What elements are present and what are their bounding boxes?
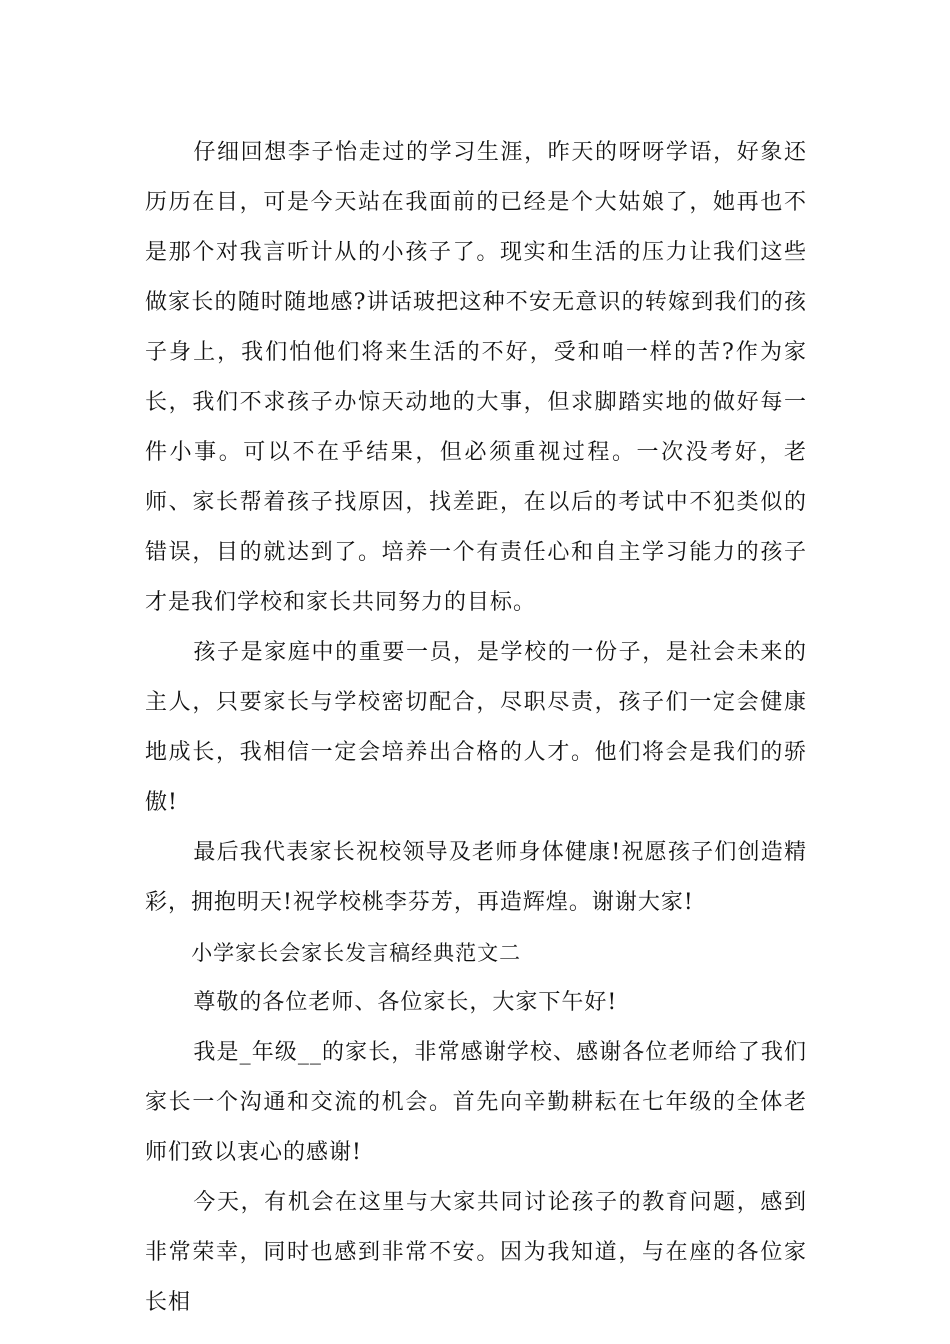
- paragraph-discussion: 今天，有机会在这里与大家共同讨论孩子的教育问题，感到非常荣幸，同时也感到非常不安。因为我知道，与在座的各位家长相: [145, 1190, 807, 1315]
- section-heading: 小学家长会家长发言稿经典范文二: [191, 941, 522, 965]
- paragraph-child-role: 孩子是家庭中的重要一员，是学校的一份子，是社会未来的主人，只要家长与学校密切配合，尽职尽责，孩子们一定会健康地成长，我相信一定会培养出合格的人才。他们将会是我们的骄傲!: [145, 640, 807, 815]
- document-body: [145, 128, 807, 1328]
- paragraph-closing-wishes: 最后我代表家长祝校领导及老师身体健康!祝愿孩子们创造精彩，拥抱明天!祝学校桃李芬芳，再造辉煌。谢谢大家!: [145, 840, 807, 915]
- salutation: 尊敬的各位老师、各位家长，大家下午好!: [193, 990, 618, 1015]
- paragraph-introduction: 我是_年级__的家长，非常感谢学校、感谢各位老师给了我们家长一个沟通和交流的机会。首先向辛勤耕耘在七年级的全体老师们致以衷心的感谢!: [145, 1040, 807, 1165]
- paragraph-reflection: 仔细回想李子怡走过的学习生涯，昨天的呀呀学语，好象还历历在目，可是今天站在我面前的已经是个大姑娘了，她再也不是那个对我言听计从的小孩子了。现实和生活的压力让我们这些做家长的随时随地感?讲话玻把这种不安无意识的转嫁到我们的孩子身上，我们怕他们将来生活的不好，受和咱一样的苦?作为家长，我们不求孩子办惊天动地的大事，但求脚踏实地的做好每一件小事。可以不在乎结果，但必须重视过程。一次没考好，老师、家长帮着孩子找原因，找差距，在以后的考试中不犯类似的错误，目的就达到了。培养一个有责任心和自主学习能力的孩子才是我们学校和家长共同努力的目标。: [145, 140, 807, 615]
